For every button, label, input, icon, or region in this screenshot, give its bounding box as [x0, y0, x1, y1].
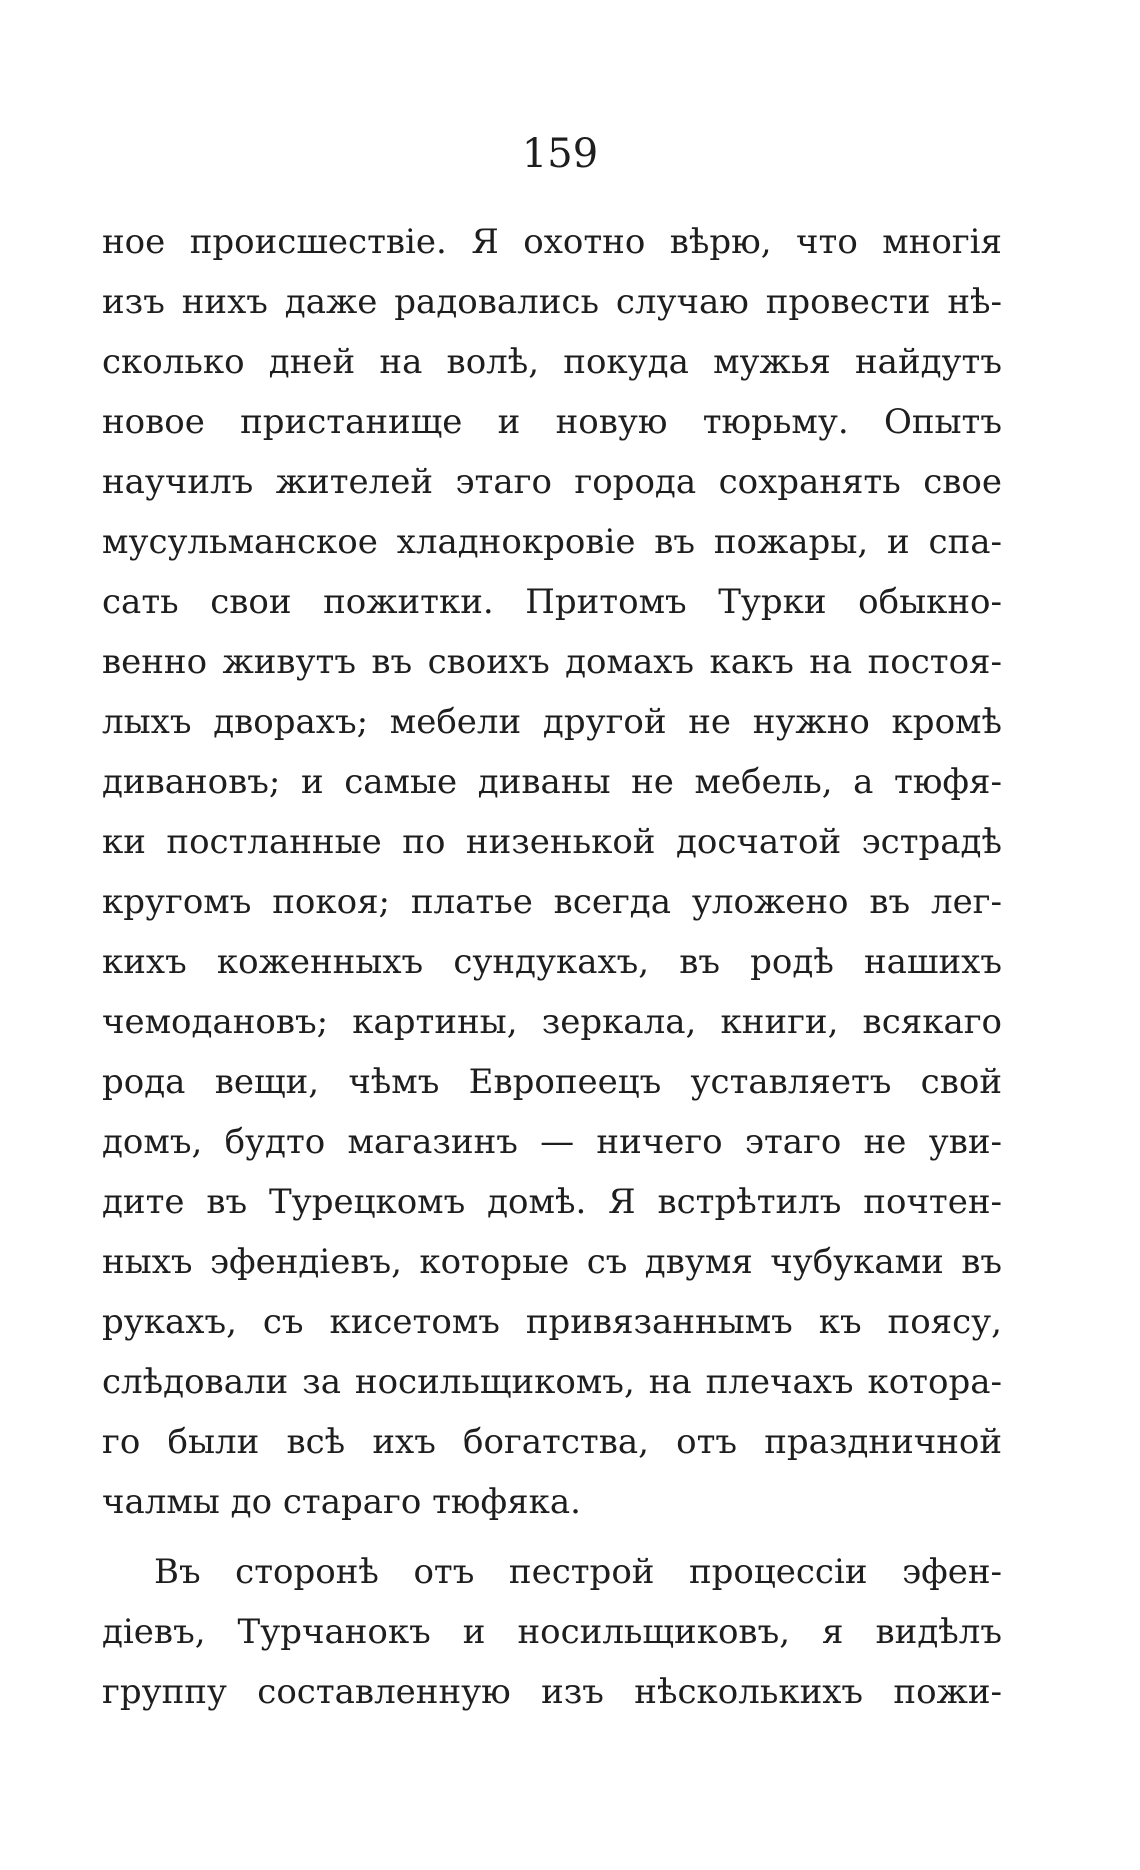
text-line: ныхъ эфендіевъ, которые съ двумя чубуками въ: [102, 1242, 1002, 1282]
text-line: научилъ жителей этаго города сохранять свое: [102, 462, 1002, 502]
page-number: 159: [521, 131, 599, 177]
text-line: кихъ коженныхъ сундукахъ, въ родѣ нашихъ: [102, 942, 1002, 982]
paragraph-gap: [102, 1532, 1002, 1542]
text-line: ки постланные по низенькой досчатой эстрадѣ: [102, 822, 1002, 862]
text-line: мусульманское хладнокровіе въ пожары, и спа-: [102, 522, 1002, 562]
text-line: новое пристанище и новую тюрьму. Опытъ: [102, 402, 1002, 442]
text-line: чалмы до стараго тюфяка.: [102, 1482, 581, 1522]
text-line: дивановъ; и самые диваны не мебель, а тюфя-: [102, 762, 1002, 802]
text-line: ное происшествіе. Я охотно вѣрю, что многія: [102, 222, 1002, 262]
text-line: домъ, будто магазинъ — ничего этаго не уви-: [102, 1122, 1002, 1162]
text-line: сать свои пожитки. Притомъ Турки обыкно-: [102, 582, 1002, 622]
body-text: [102, 212, 1002, 1722]
paragraph-2: [102, 1542, 1002, 1722]
text-line: Въ сторонѣ отъ пестрой процессіи эфен-: [154, 1552, 1002, 1592]
text-line: изъ нихъ даже радовались случаю провести нѣ-: [102, 282, 1002, 322]
text-line: слѣдовали за носильщикомъ, на плечахъ котора-: [102, 1362, 1002, 1402]
text-line: го были всѣ ихъ богатства, отъ праздничной: [102, 1422, 1002, 1462]
text-line: группу составленную изъ нѣсколькихъ пожи-: [102, 1672, 1002, 1712]
text-line: венно живутъ въ своихъ домахъ какъ на постоя-: [102, 642, 1002, 682]
text-line: рукахъ, съ кисетомъ привязаннымъ къ поясу,: [102, 1302, 1002, 1342]
text-line: лыхъ дворахъ; мебели другой не нужно кромѣ: [102, 702, 1002, 742]
text-line: рода вещи, чѣмъ Европеецъ уставляетъ свой: [102, 1062, 1002, 1102]
text-line: чемодановъ; картины, зеркала, книги, всякаго: [102, 1002, 1002, 1042]
paragraph-1: [102, 212, 1002, 1532]
text-line: діевъ, Турчанокъ и носильщиковъ, я видѣлъ: [102, 1612, 1002, 1652]
text-line: дите въ Турецкомъ домѣ. Я встрѣтилъ почтен-: [102, 1182, 1002, 1222]
text-line: сколько дней на волѣ, покуда мужья найдутъ: [102, 342, 1002, 382]
text-line: кругомъ покоя; платье всегда уложено въ лег-: [102, 882, 1002, 922]
